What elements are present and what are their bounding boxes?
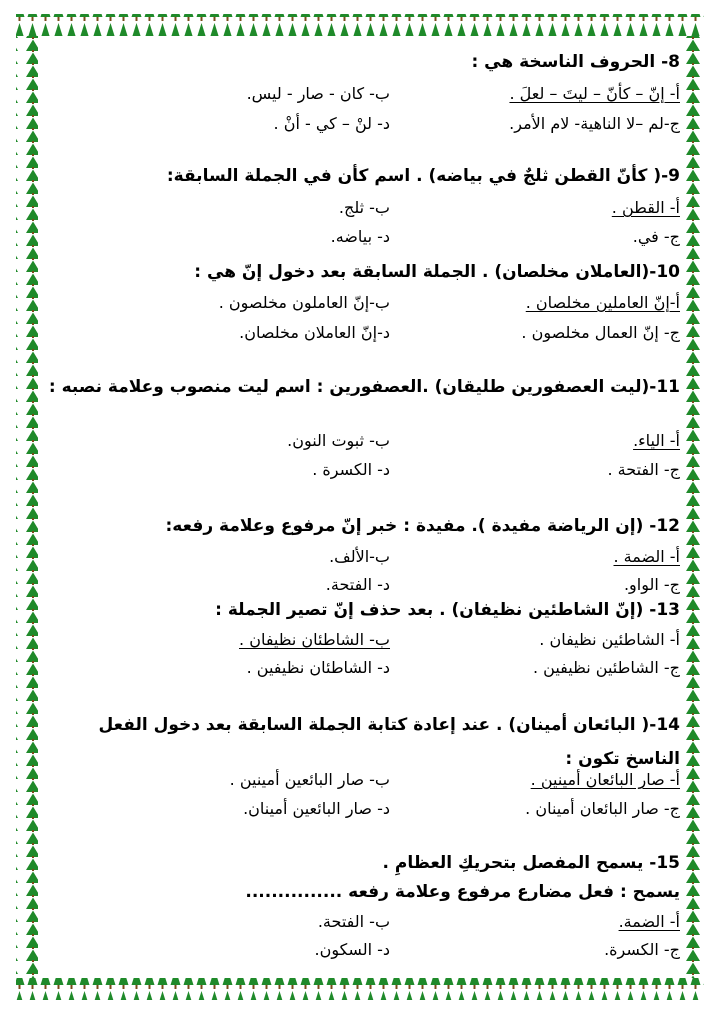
- question-13: 13- (إنّ الشاطئين نظيفان) . بعد حذف إنّ تصير الجملة :: [215, 600, 680, 620]
- q15-option-c: ج- الكسرة.: [604, 940, 680, 959]
- q12-option-d: د- الفتحة.: [325, 575, 390, 594]
- q15-option-b: ب- الفتحة.: [317, 912, 390, 931]
- worksheet-content: [40, 50, 680, 970]
- q9-option-c: ج- في.: [632, 227, 680, 246]
- q13-option-d: د- الشاطئان نظيفين .: [246, 658, 390, 677]
- q10-option-c: ج- إنّ العمال مخلصون .: [521, 323, 680, 342]
- q9-option-d: د- بياضه.: [330, 227, 390, 246]
- q8-option-c: ج-لم –لا الناهية- لام الأمر.: [509, 114, 680, 133]
- q14-option-b: ب- صار البائعين أمينين .: [229, 770, 390, 789]
- q10-option-b: ب-إنّ العاملون مخلصون .: [218, 293, 390, 312]
- q15-option-d: د- السكون.: [314, 940, 390, 959]
- q14-option-a: أ- صار البائعان أمينين .: [530, 770, 680, 789]
- q10-option-d: د-إنّ العاملان مخلصان.: [239, 323, 390, 342]
- q10-option-a: أ-إنّ العاملين مخلصان .: [525, 293, 680, 312]
- q15-option-a: أ- الضمة.: [618, 912, 680, 931]
- q8-option-a: أ- إنّ – كأنّ – ليتَ – لعلَ .: [509, 84, 680, 103]
- q8-option-d: د- لنْ – كي - أنْ .: [273, 114, 390, 133]
- question-12: 12- (إن الرياضة مفيدة ). مفيدة : خبر إنّ مرفوع وعلامة رفعه:: [165, 516, 680, 536]
- question-10: 10-(العاملان مخلصان) . الجملة السابقة بعد دخول إنّ هي :: [194, 262, 680, 282]
- q13-option-c: ج- الشاطئين نظيفين .: [533, 658, 680, 677]
- q9-option-a: أ- القطن .: [611, 198, 680, 217]
- question-11: 11-(ليت العصفورين طليقان) .العصفورين : اسم ليت منصوب وعلامة نصبه :: [48, 377, 680, 397]
- q13-option-b: ب- الشاطئان نظيفان .: [239, 630, 390, 649]
- question-14: 14-( البائعان أمينان) . عند إعادة كتابة الجملة السابقة بعد دخول الفعل الناسخ تكون :: [98, 715, 680, 769]
- question-9: 9-( كأنّ القطن ثلجٌ في بياضه) . اسم كأن في الجملة السابقة:: [166, 166, 680, 186]
- question-15-prompt: يسمح : فعل مضارع مرفوع وعلامة رفعه ...............: [245, 882, 680, 902]
- q11-option-d: د- الكسرة .: [312, 460, 390, 479]
- q14-option-d: د- صار البائعين أمينان.: [243, 799, 390, 818]
- q14-option-c: ج- صار البائعان أمينان .: [525, 799, 680, 818]
- q13-option-a: أ- الشاطئين نظيفان .: [539, 630, 680, 649]
- q11-option-a: أ- الياء.: [633, 431, 680, 450]
- question-8: 8- الحروف الناسخة هي :: [471, 52, 680, 72]
- q12-option-b: ب-الألف.: [329, 547, 390, 566]
- q12-option-a: أ- الضمة .: [613, 547, 680, 566]
- q11-option-b: ب- ثبوت النون.: [287, 431, 390, 450]
- q9-option-b: ب- ثلج.: [338, 198, 390, 217]
- question-15: 15- يسمح المفصل بتحريكِ العظامِ .: [382, 853, 680, 873]
- q11-option-c: ج- الفتحة .: [607, 460, 680, 479]
- q8-option-b: ب- كان - صار - ليس.: [246, 84, 390, 103]
- q12-option-c: ج- الواو.: [623, 575, 680, 594]
